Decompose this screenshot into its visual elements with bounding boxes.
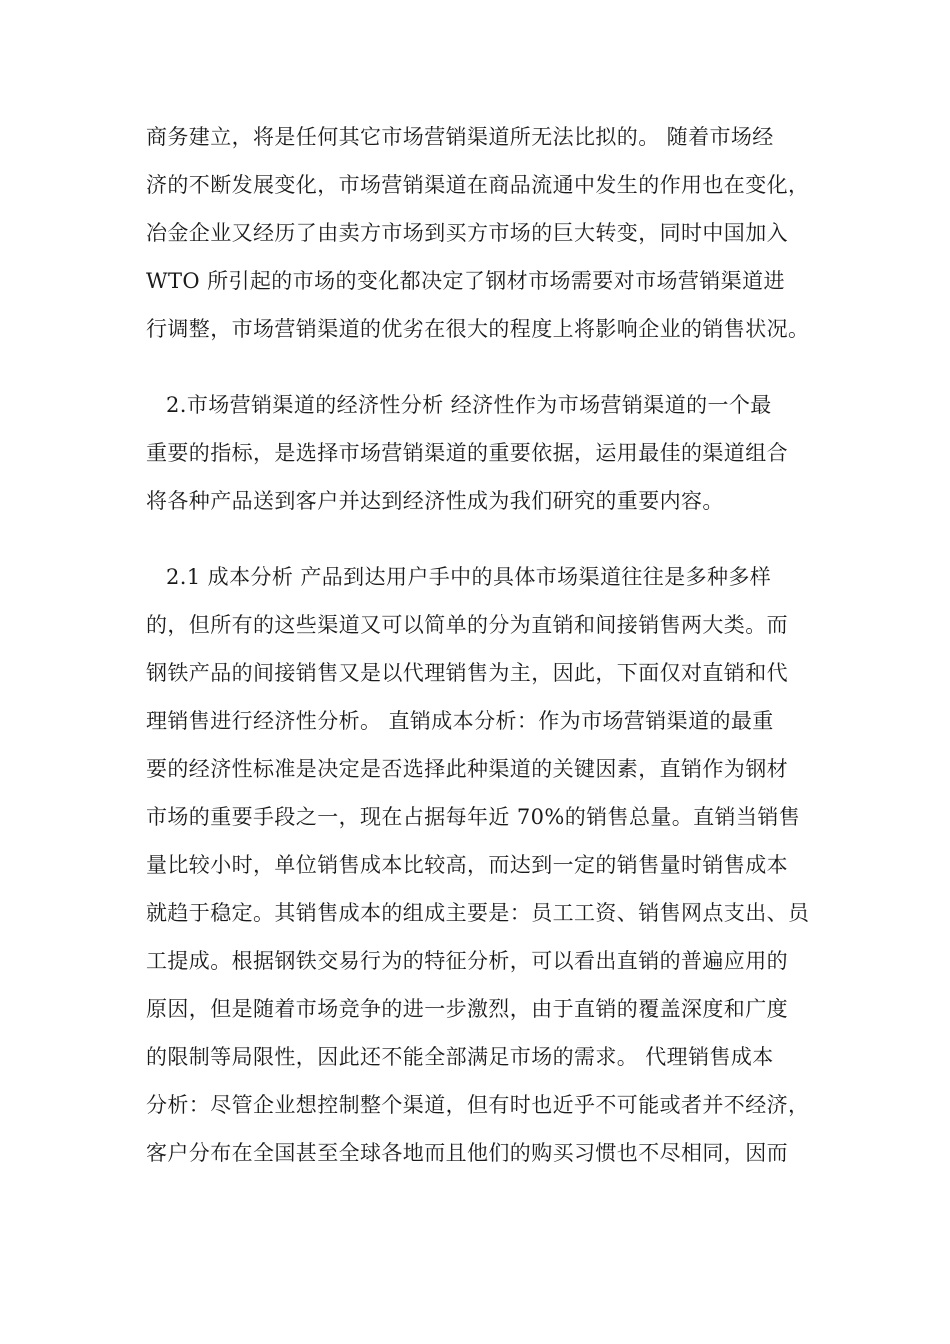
text-line: 济的不断发展变化，市场营销渠道在商品流通中发生的作用也在变化， xyxy=(146,173,810,197)
text-line: 原因，但是随着市场竞争的进一步激烈，由于直销的覆盖深度和广度 xyxy=(146,997,788,1021)
text-line: 将各种产品送到客户并达到经济性成为我们研究的重要内容。 xyxy=(146,489,724,513)
text-line: 钢铁产品的间接销售又是以代理销售为主，因此，下面仅对直销和代 xyxy=(146,661,788,685)
text-line: 2.市场营销渠道的经济性分析 经济性作为市场营销渠道的一个最 xyxy=(166,393,772,417)
text-line: 工提成。根据钢铁交易行为的特征分析，可以看出直销的普遍应用的 xyxy=(146,949,788,973)
text-line: 分析：尽管企业想控制整个渠道，但有时也近乎不可能或者并不经济， xyxy=(146,1093,810,1117)
text-line: WTO 所引起的市场的变化都决定了钢材市场需要对市场营销渠道进 xyxy=(146,269,785,293)
text-line: 商务建立，将是任何其它市场营销渠道所无法比拟的。 随着市场经 xyxy=(146,125,774,149)
text-line: 就趋于稳定。其销售成本的组成主要是：员工工资、销售网点支出、员 xyxy=(146,901,810,925)
text-line: 的限制等局限性，因此还不能全部满足市场的需求。 代理销售成本 xyxy=(146,1045,774,1069)
text-line: 重要的指标，是选择市场营销渠道的重要依据，运用最佳的渠道组合 xyxy=(146,441,788,465)
text-line: 客户分布在全国甚至全球各地而且他们的购买习惯也不尽相同，因而 xyxy=(146,1141,788,1165)
text-line: 的，但所有的这些渠道又可以简单的分为直销和间接销售两大类。而 xyxy=(146,613,788,637)
text-line: 要的经济性标准是决定是否选择此种渠道的关键因素，直销作为钢材 xyxy=(146,757,788,781)
text-line: 量比较小时，单位销售成本比较高，而达到一定的销售量时销售成本 xyxy=(146,853,788,877)
text-line: 理销售进行经济性分析。 直销成本分析：作为市场营销渠道的最重 xyxy=(146,709,774,733)
text-line: 2.1 成本分析 产品到达用户手中的具体市场渠道往往是多种多样 xyxy=(166,565,772,589)
text-line: 市场的重要手段之一，现在占据每年近 70%的销售总量。直销当销售 xyxy=(146,805,801,829)
text-line: 冶金企业又经历了由卖方市场到买方市场的巨大转变，同时中国加入 xyxy=(146,221,788,245)
text-line: 行调整，市场营销渠道的优劣在很大的程度上将影响企业的销售状况。 xyxy=(146,317,810,341)
